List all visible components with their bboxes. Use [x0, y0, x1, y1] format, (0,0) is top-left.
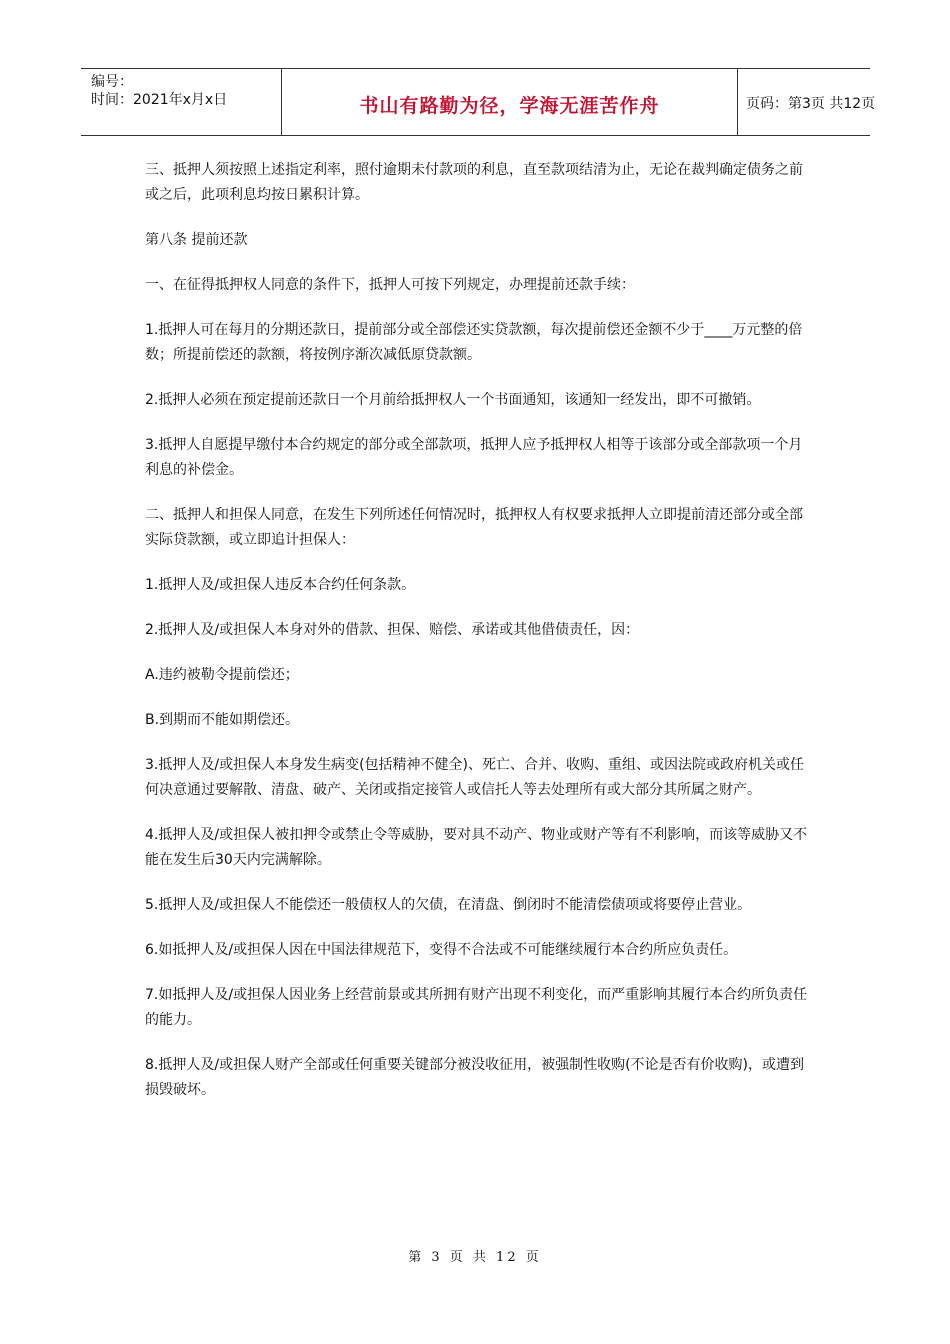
header-page-info: 页码：第3页 共12页	[746, 96, 876, 112]
header-page-cell	[738, 69, 876, 135]
document-body	[145, 158, 815, 1123]
paragraph-acceleration-item-2a: A.违约被勒令提前偿还；	[145, 667, 299, 683]
article-8-heading: 第八条 提前还款	[145, 232, 248, 248]
paragraph-acceleration-item-1: 1.抵押人及/或担保人违反本合约任何条款。	[145, 577, 416, 593]
document-date-label: 时间：2021年x月x日	[91, 92, 228, 108]
paragraph-acceleration-item-3: 3.抵押人及/或担保人本身发生病变(包括精神不健全)、死亡、合并、收购、重组、或因法院或政府机关或任何决意通过要解散、清盘、破产、关闭或指定接管人或信托人等去处理所有或大部分其所属之财产。	[145, 757, 804, 798]
paragraph-acceleration-item-8: 8.抵押人及/或担保人财产全部或任何重要关键部分被没收征用，被强制性收购(不论是否有价收购)，或遭到损毁破坏。	[145, 1057, 804, 1098]
page-footer: 第 3 页 共 12 页	[408, 1250, 542, 1265]
paragraph-acceleration-item-5: 5.抵押人及/或担保人不能偿还一般债权人的欠债，在清盘、倒闭时不能清偿债项或将要停止营业。	[145, 897, 752, 913]
paragraph-acceleration-item-7: 7.如抵押人及/或担保人因业务上经营前景或其所拥有财产出现不利变化，而严重影响其履行本合约所负责任的能力。	[145, 987, 808, 1028]
paragraph-acceleration-item-2b: B.到期而不能如期偿还。	[145, 712, 300, 728]
paragraph-prepayment-intro: 一、在征得抵押权人同意的条件下，抵押人可按下列规定，办理提前还款手续：	[145, 277, 635, 293]
paragraph-acceleration-item-2: 2.抵押人及/或担保人本身对外的借款、担保、赔偿、承诺或其他借债责任，因：	[145, 622, 640, 638]
paragraph-prepayment-item-2: 2.抵押人必须在预定提前还款日一个月前给抵押权人一个书面通知，该通知一经发出，即不可撤销。	[145, 392, 761, 408]
paragraph-acceleration-item-6: 6.如抵押人及/或担保人因在中国法律规范下，变得不合法或不可能继续履行本合约所应负责任。	[145, 942, 738, 958]
paragraph-acceleration-intro: 二、抵押人和担保人同意，在发生下列所述任何情况时，抵押权人有权要求抵押人立即提前清还部分或全部实际贷款额，或立即追计担保人：	[145, 507, 803, 548]
paragraph-prepayment-item-1: 1.抵押人可在每月的分期还款日，提前部分或全部偿还实贷款额，每次提前偿还金额不少于____万元整的倍数；所提前偿还的款额，将按例序渐次减低原贷款额。	[145, 322, 803, 363]
page-header	[81, 68, 876, 136]
header-motto-cell	[281, 69, 738, 135]
paragraph-acceleration-item-4: 4.抵押人及/或担保人被扣押令或禁止令等威胁，要对具不动产、物业或财产等有不利影响，而该等威胁又不能在发生后30天内完满解除。	[145, 827, 808, 868]
document-number-label: 编号：	[91, 74, 133, 90]
paragraph-prepayment-item-3: 3.抵押人自愿提早缴付本合约规定的部分或全部款项，抵押人应予抵押权人相等于该部分或全部款项一个月利息的补偿金。	[145, 437, 803, 478]
header-motto: 书山有路勤为径，学海无涯苦作舟	[359, 95, 660, 117]
paragraph-interest-clause: 三、抵押人须按照上述指定利率，照付逾期未付款项的利息，直至款项结清为止，无论在裁判确定债务之前或之后，此项利息均按日累积计算。	[145, 162, 803, 203]
header-left-cell	[81, 69, 281, 135]
